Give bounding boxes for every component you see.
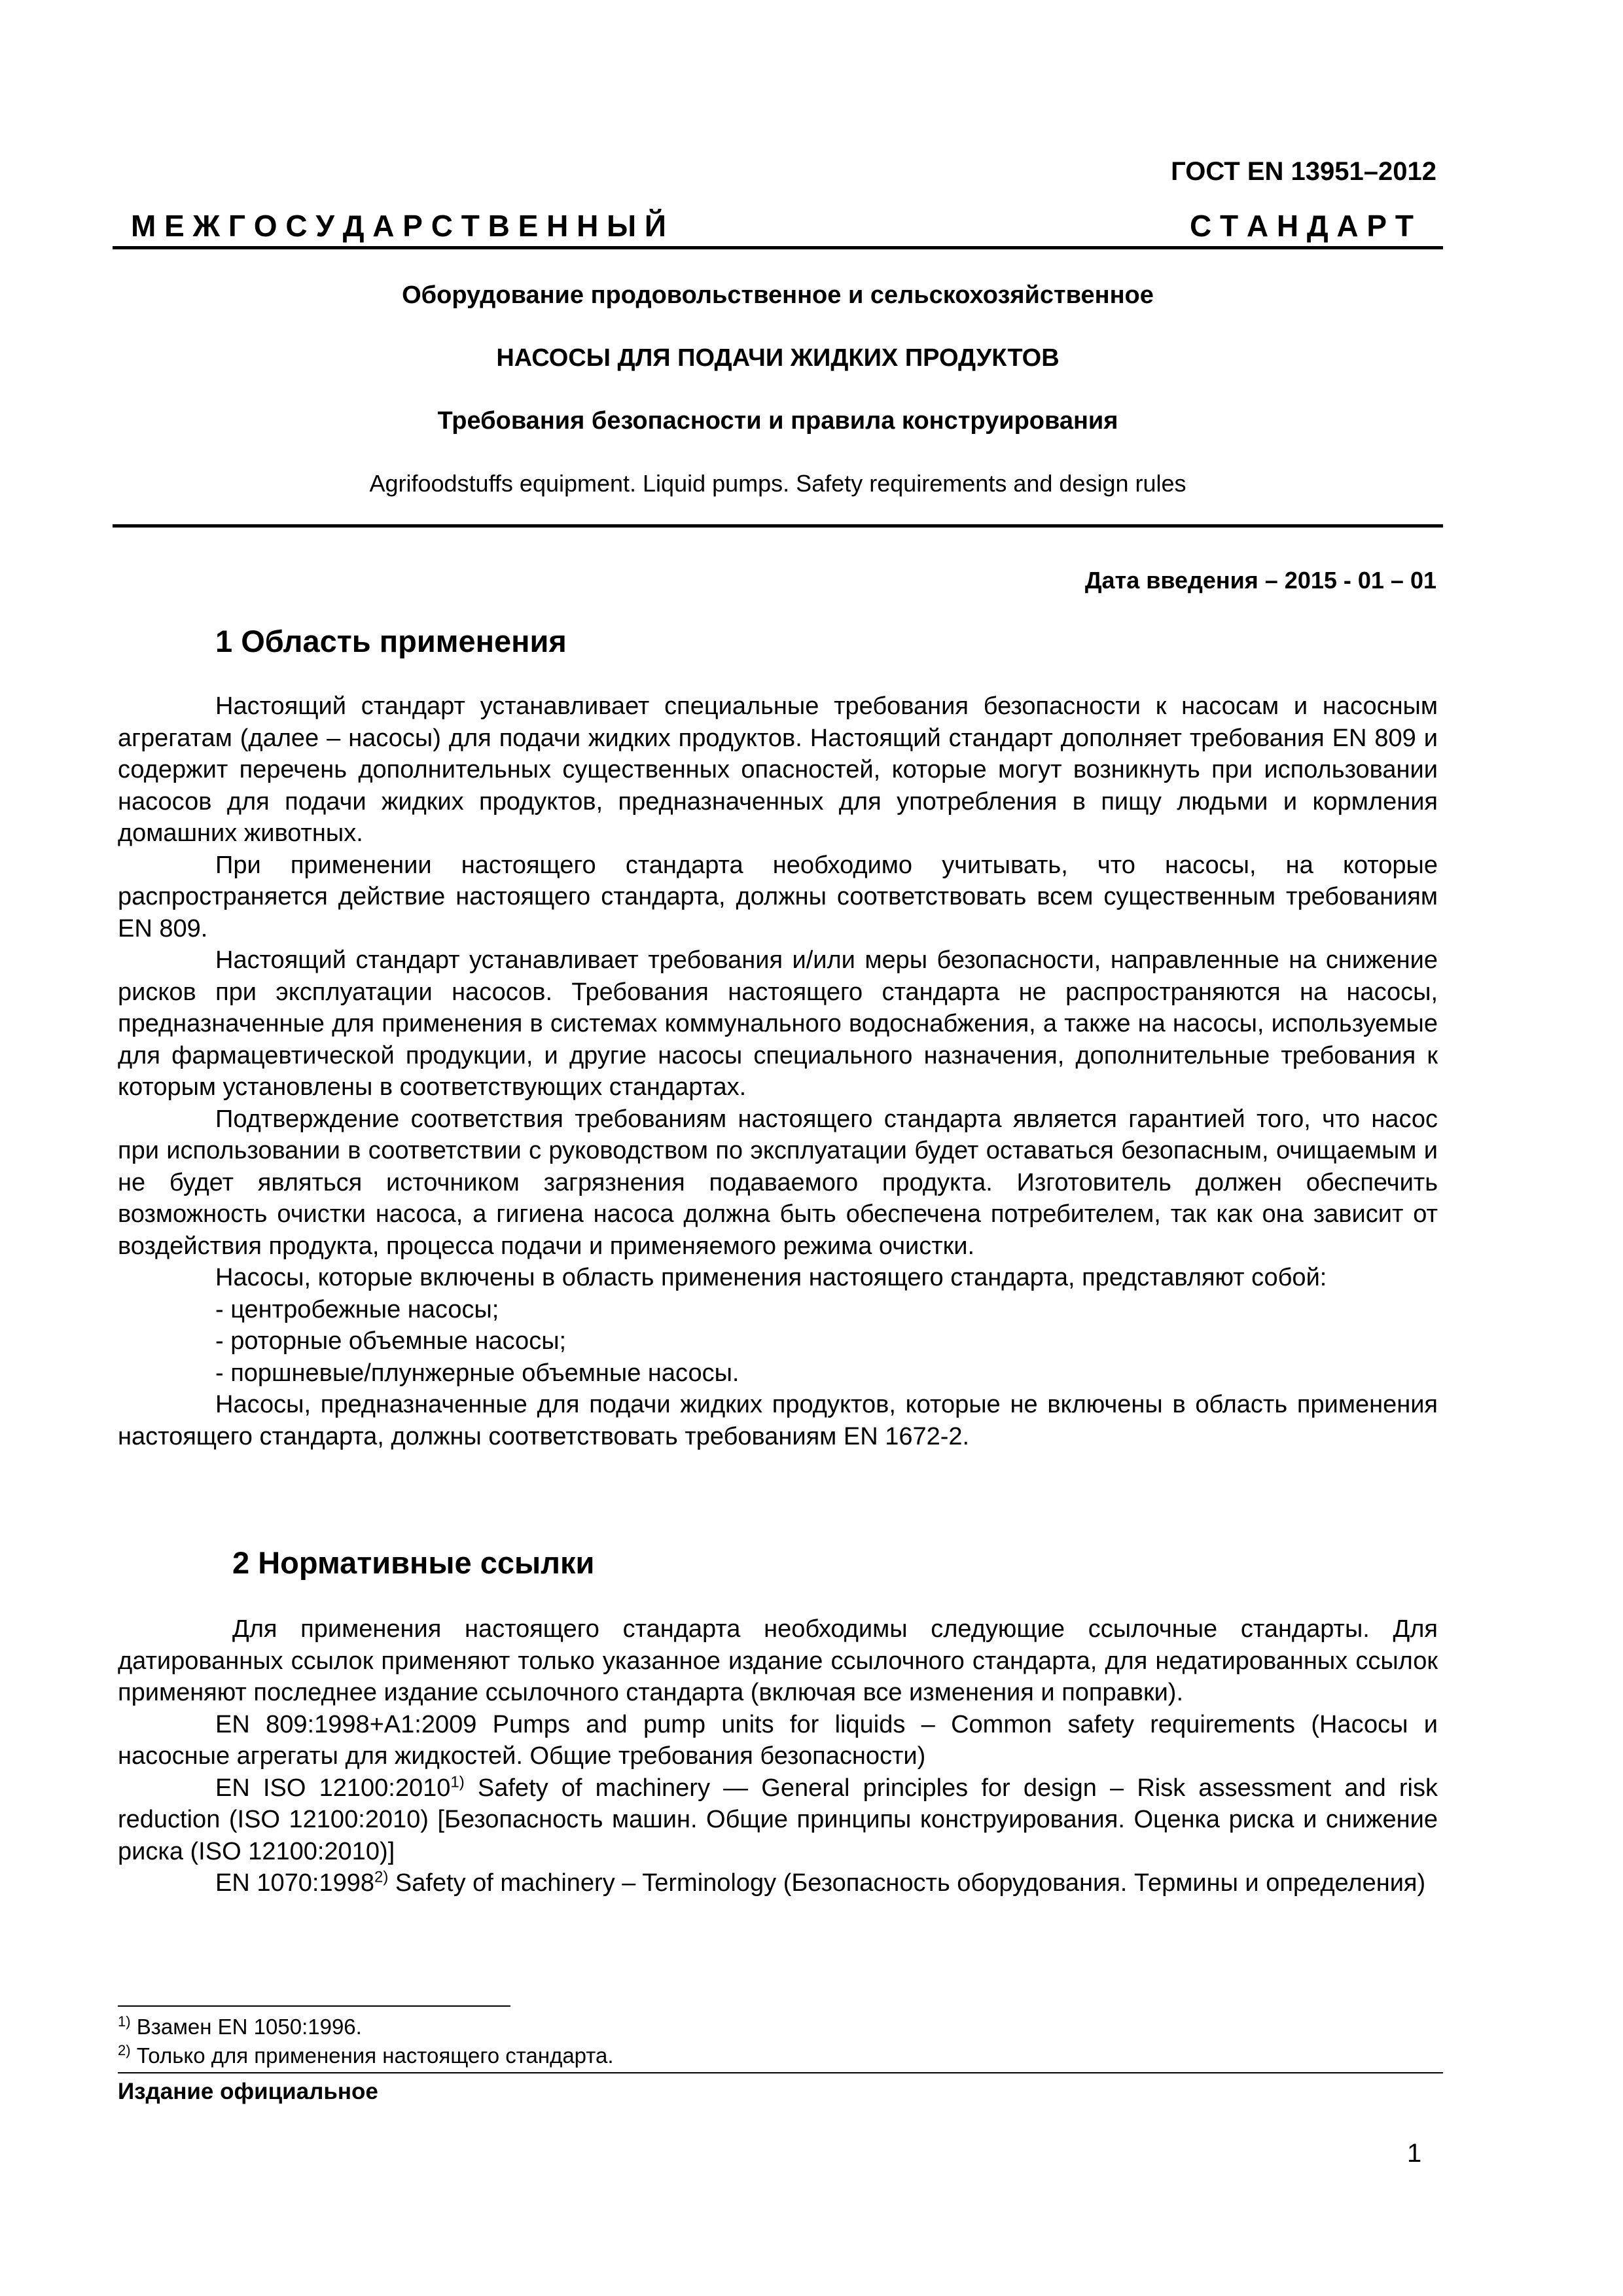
section-1-heading: 1 Область применения	[215, 624, 567, 658]
paragraph: При применении настоящего стандарта необходимо учитывать, что насосы, на которые распространяется действие настоящего стандарта, должны соответствовать всем существенным требованиям EN 809.	[118, 851, 1438, 942]
footnote-2	[118, 2042, 614, 2069]
paragraph: Подтверждение соответствия требованиям настоящего стандарта является гарантией того, что насос при использовании в соответствии с руководством по эксплуатации будет оставаться безопасным, очищаемым и не будет являться источником загрязнения подаваемого продукта. Изготовитель должен обеспечить возможность очистки насоса, а гигиена насоса должна быть обеспечена потребителем, так как она зависит от воздействия продукта, процесса подачи и применяемого режима очистки.	[118, 1105, 1438, 1260]
footnote-marker: 1)	[450, 1772, 465, 1791]
banner-word-interstate: М Е Ж Г О С У Д А Р С Т В Е Н Н Ы Й	[131, 209, 666, 243]
title-english: Agrifoodstuffs equipment. Liquid pumps. Safety requirements and design rules	[369, 470, 1186, 497]
footnote-marker: 2)	[374, 1868, 389, 1886]
paragraph: Настоящий стандарт устанавливает специальные требования безопасности к насосам и насосным агрегатам (далее – насосы) для подачи жидких продуктов. Настоящий стандарт дополняет требования EN 809 и содержит перечень дополнительных существенных опасностей, которые могут возникнуть при использовании насосов для подачи жидких продуктов, предназначенных для употребления в пищу людьми и кормления домашних животных.	[118, 692, 1438, 847]
section-2-body	[118, 1613, 1438, 1899]
title-rule	[113, 524, 1443, 528]
footnote-mark: 2)	[118, 2042, 131, 2058]
footnote-text: Взамен EN 1050:1996.	[130, 2015, 362, 2039]
official-edition-label: Издание официальное	[118, 2079, 378, 2104]
footer-rule	[118, 2072, 1443, 2073]
reference-en-iso-12100	[118, 1772, 1438, 1868]
title-line-3: Требования безопасности и правила конструирования	[437, 407, 1118, 435]
section-1-body	[118, 691, 1438, 1452]
footnote-mark: 1)	[118, 2013, 131, 2030]
title-line-1: Оборудование продовольственное и сельскохозяйственное	[402, 281, 1154, 309]
intro-date: Дата введения – 2015 - 01 – 01	[1084, 567, 1436, 594]
reference-code: EN 1070:1998	[215, 1869, 374, 1897]
reference-text: Safety of machinery – Terminology (Безопасность оборудования. Термины и определения)	[388, 1869, 1426, 1897]
reference-en-809: EN 809:1998+A1:2009 Pumps and pump units for liquids – Common safety requirements (Насосы и насосные агрегаты для жидкостей. Общие требования безопасности)	[118, 1710, 1438, 1770]
title-line-2: НАСОСЫ ДЛЯ ПОДАЧИ ЖИДКИХ ПРОДУКТОВ	[496, 344, 1060, 372]
reference-text: Safety of machinery — General principles for design – Risk assessment and risk reduction (ISO 12100:2010) [Безопасность машин. Общие принципы конструирования. Оценка риска и снижение риска (ISO 12100:2010)]	[118, 1774, 1438, 1865]
paragraph: Насосы, предназначенные для подачи жидких продуктов, которые не включены в область применения настоящего стандарта, должны соответствовать требованиям EN 1672-2.	[118, 1391, 1438, 1450]
paragraph: Настоящий стандарт устанавливает требования и/или меры безопасности, направленные на снижение рисков при эксплуатации насосов. Требования настоящего стандарта не распространяются на насосы, предназначенные для применения в системах коммунального водоснабжения, а также на насосы, используемые для фармацевтической продукции, и другие насосы специального назначения, дополнительные требования к которым установлены в соответствующих стандартах.	[118, 946, 1438, 1101]
paragraph: Насосы, которые включены в область применения настоящего стандарта, представляют собой:	[215, 1264, 1327, 1291]
footnote-text: Только для применения настоящего стандарта.	[130, 2043, 614, 2068]
footnote-1	[118, 2013, 362, 2040]
section-2-heading: 2 Нормативные ссылки	[232, 1545, 595, 1580]
document-code: ГОСТ EN 13951–2012	[1171, 157, 1436, 186]
reference-en-1070	[118, 1867, 1438, 1899]
list-item: - поршневые/плунжерные объемные насосы.	[215, 1359, 740, 1387]
footnote-separator	[118, 2005, 510, 2007]
standard-banner	[131, 208, 1414, 243]
reference-code: EN ISO 12100:2010	[215, 1774, 451, 1802]
list-item: - центробежные насосы;	[215, 1295, 499, 1323]
page-number: 1	[1407, 2139, 1422, 2168]
header-rule	[113, 246, 1443, 249]
paragraph: Для применения настоящего стандарта необходимы следующие ссылочные стандарты. Для датированных ссылок применяют только указанное издание ссылочного стандарта, для недатированных ссылок применяют последнее издание ссылочного стандарта (включая все изменения и поправки).	[118, 1615, 1438, 1706]
list-item: - роторные объемные насосы;	[215, 1327, 567, 1355]
banner-word-standard: С Т А Н Д А Р Т	[1190, 209, 1414, 243]
